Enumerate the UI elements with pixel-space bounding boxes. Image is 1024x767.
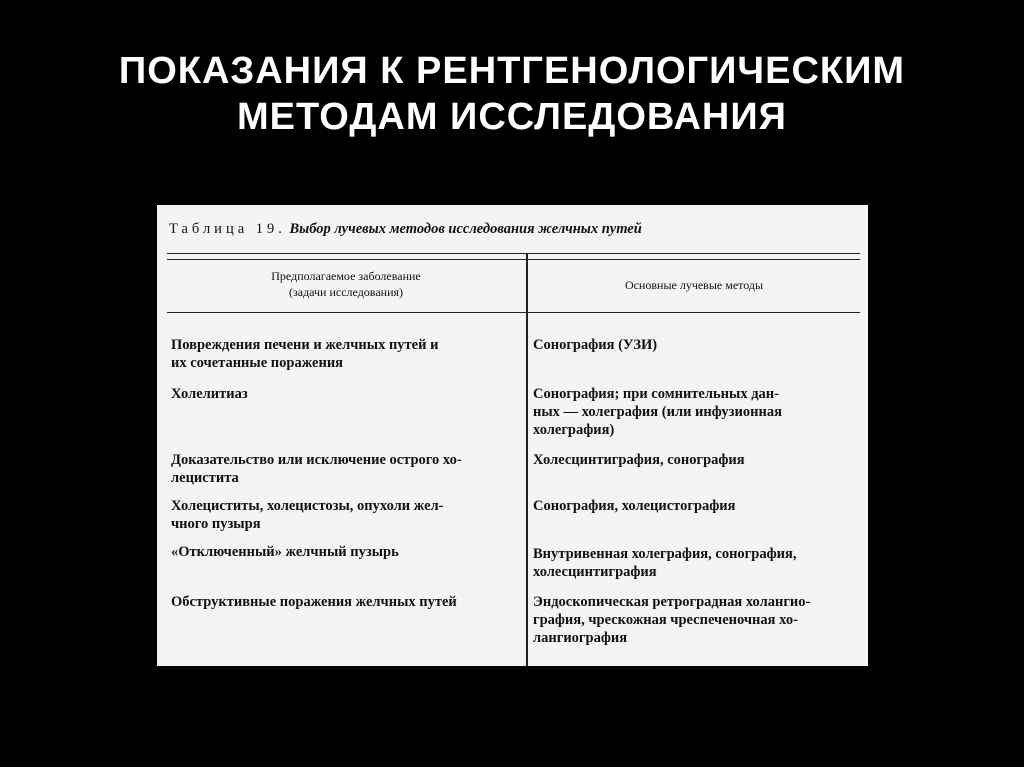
slide-title — [0, 48, 1024, 140]
cell-line: Холесцинтиграфия, сонография — [533, 452, 745, 468]
cell-line: ных — холеграфия (или инфузионная — [533, 404, 782, 420]
cell-line: графия, чрескожная чреспеченочная хо- — [533, 612, 798, 628]
table-caption — [169, 221, 642, 238]
table-row-method — [533, 336, 863, 354]
table-document-image — [157, 205, 868, 666]
cell-line: лангиография — [533, 630, 628, 646]
table-row-method — [533, 497, 863, 515]
cell-line: Обструктивные поражения желчных путей — [171, 594, 457, 610]
cell-line: Внутривенная холеграфия, сонография, — [533, 546, 797, 562]
column-header-disease-line: (задачи исследования) — [289, 285, 403, 299]
table-row-method — [533, 451, 863, 469]
cell-line: Сонография; при сомнительных дан- — [533, 386, 779, 402]
cell-line: Холелитиаз — [171, 386, 248, 402]
table-caption-label: Таблица 19. — [169, 221, 286, 237]
column-header-disease — [167, 268, 525, 300]
cell-line: Доказательство или исключение острого хо- — [171, 452, 462, 468]
table-row-disease — [171, 451, 523, 487]
table-row-disease — [171, 385, 523, 403]
table-row-method — [533, 385, 863, 439]
cell-line: их сочетанные поражения — [171, 355, 344, 371]
table-caption-title: Выбор лучевых методов исследования желчных путей — [289, 221, 642, 237]
cell-line: Сонография, холецистография — [533, 498, 736, 514]
table-top-rule — [167, 253, 860, 254]
cell-line: холеграфия) — [533, 422, 615, 438]
column-header-methods: Основные лучевые методы — [624, 278, 764, 292]
cell-line: Сонография (УЗИ) — [533, 337, 658, 353]
table-column-divider — [526, 253, 528, 666]
table-row-method — [533, 545, 863, 581]
slide-title-line-1: ПОКАЗАНИЯ К РЕНТГЕНОЛОГИЧЕСКИМ — [118, 50, 906, 92]
slide-title-line-2: МЕТОДАМ ИССЛЕДОВАНИЯ — [237, 96, 787, 138]
cell-line: «Отключенный» желчный пузырь — [171, 544, 399, 560]
table-row-disease — [171, 497, 523, 533]
table-row-disease — [171, 336, 523, 372]
cell-line: лецистита — [171, 470, 239, 486]
table-header-rule — [167, 312, 860, 313]
cell-line: Повреждения печени и желчных путей и — [171, 337, 439, 353]
cell-line: Эндоскопическая ретроградная холангио- — [533, 594, 811, 610]
cell-line: чного пузыря — [171, 516, 261, 532]
cell-line: холесцинтиграфия — [533, 564, 657, 580]
table-row-disease — [171, 543, 523, 561]
table-row-method — [533, 593, 863, 647]
column-header-disease-line: Предполагаемое заболевание — [271, 269, 421, 283]
cell-line: Холециститы, холецистозы, опухоли жел- — [171, 498, 444, 514]
table-top-rule-double — [167, 259, 860, 260]
table-row-disease — [171, 593, 523, 611]
